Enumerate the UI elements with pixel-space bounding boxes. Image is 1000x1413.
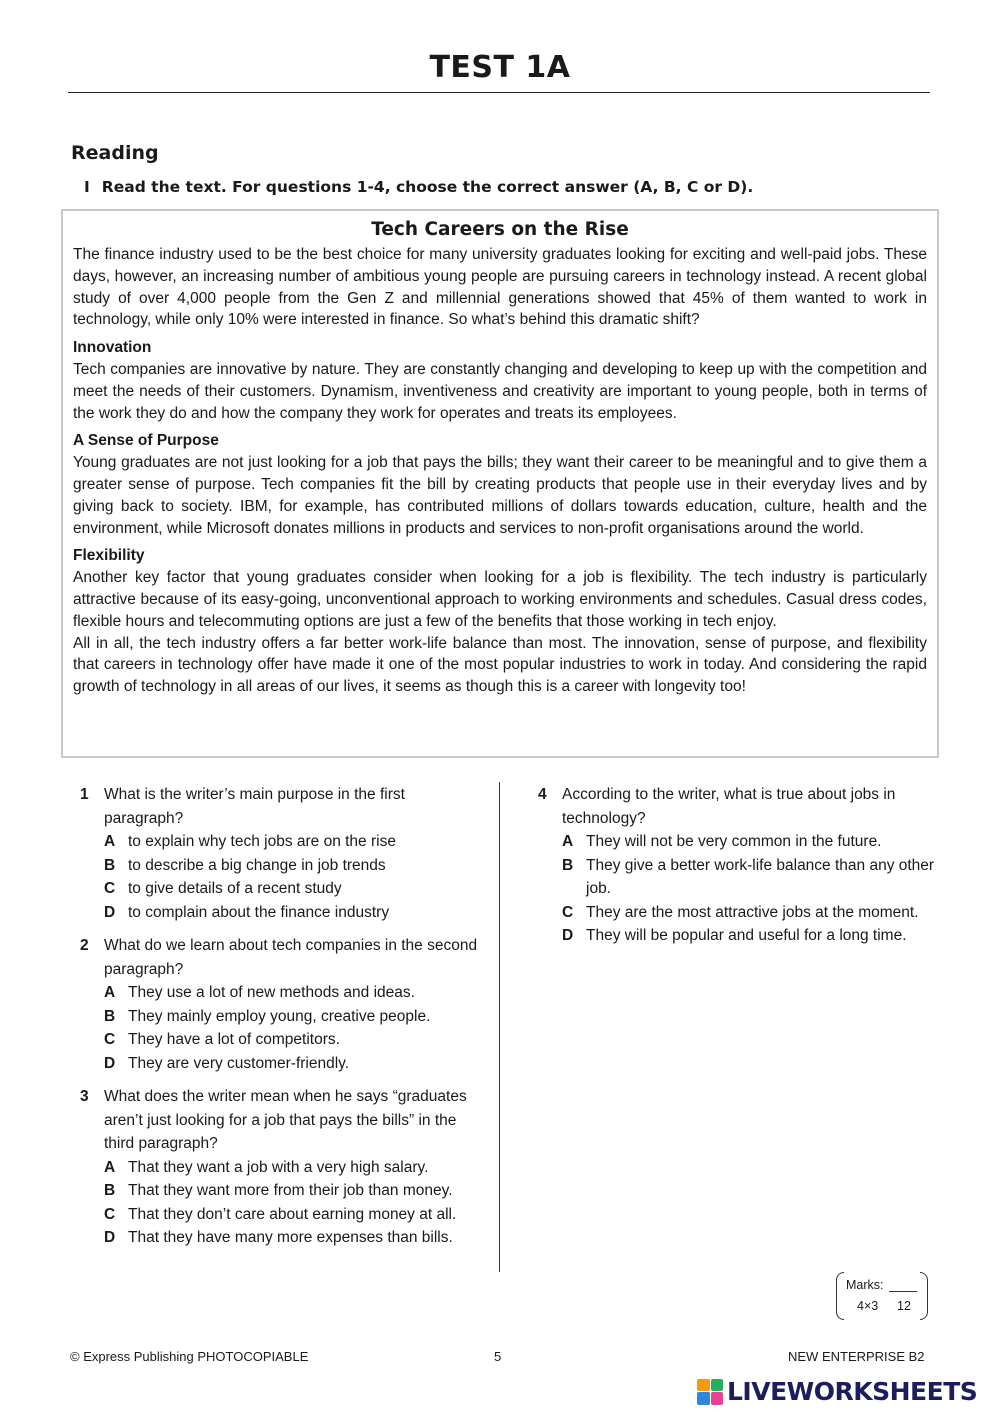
option-text: They are very customer-friendly. [128, 1054, 350, 1072]
option-letter: A [562, 833, 574, 850]
questions-right-column [538, 783, 938, 958]
answer-option[interactable] [562, 924, 938, 948]
option-letter: C [562, 903, 574, 921]
liveworksheets-watermark [697, 1377, 977, 1406]
option-letter: D [104, 903, 116, 921]
marks-left-bracket [836, 1272, 844, 1320]
question [80, 783, 480, 924]
option-letter: A [104, 1158, 116, 1176]
option-text: That they want more from their job than money. [128, 1182, 453, 1199]
liveworksheets-logo-icon [697, 1379, 723, 1405]
option-letter: C [104, 880, 116, 897]
option-text: They will not be very common in the future. [586, 833, 882, 850]
option-text: They are the most attractive jobs at the moment. [586, 903, 919, 921]
answer-option[interactable] [104, 1052, 480, 1076]
marks-label: Marks: [846, 1278, 884, 1292]
reading-text-box [61, 209, 939, 758]
answer-option[interactable] [104, 877, 480, 901]
question-text: What do we learn about tech companies in the second paragraph? [104, 937, 478, 978]
instruction-text: Read the text. For questions 1-4, choose the correct answer (A, B, C or D). [101, 178, 754, 196]
instruction-number: I [84, 178, 90, 196]
column-divider [499, 782, 500, 1272]
footer-book-title: NEW ENTERPRISE B2 [788, 1349, 925, 1364]
footer-copyright: © Express Publishing PHOTOCOPIABLE [70, 1349, 309, 1364]
answer-option[interactable] [104, 830, 480, 854]
option-letter: C [104, 1205, 116, 1223]
answer-option[interactable] [104, 1005, 480, 1029]
logo-tile [711, 1392, 724, 1405]
title-divider [68, 92, 930, 93]
option-text: They use a lot of new methods and ideas. [128, 984, 415, 1001]
answer-option[interactable] [104, 901, 480, 925]
option-letter: B [104, 856, 116, 874]
option-text: to explain why tech jobs are on the rise [128, 833, 396, 850]
conclusion-paragraph: All in all, the tech industry offers a far better work-life balance than most. The innovation, sense of purpose, and flexibility that careers in technology offer have made it one of the most popular industries to work in today. And considering the rapid growth of technology in all areas of our lives, it seems as though this is a career with longevity too! [73, 634, 927, 696]
test-title: TEST 1A [429, 50, 571, 85]
option-letter: D [562, 927, 574, 944]
option-letter: C [104, 1031, 116, 1048]
footer-page-number: 5 [494, 1349, 502, 1364]
option-text: to give details of a recent study [128, 880, 342, 897]
option-letter: D [104, 1229, 116, 1246]
option-letter: A [104, 984, 116, 1001]
question [538, 783, 938, 948]
answer-option[interactable] [562, 830, 938, 854]
purpose-paragraph: Young graduates are not just looking for a job that pays the bills; they want their career to be meaningful and to give them a greater sense of purpose. Tech companies fit the bill by creating products that people use in their everyday lives and by giving back to society. IBM, for example, has contributed millions of dollars towards education, culture, health and the environment, while Microsoft donates millions in products and services to non-profit organisations around the world. [73, 454, 927, 537]
subheading-innovation: Innovation [73, 339, 152, 357]
option-text: to complain about the finance industry [128, 903, 390, 921]
marks-score-blank[interactable] [889, 1291, 917, 1292]
option-letter: B [104, 1007, 116, 1025]
answer-option[interactable] [104, 1226, 480, 1250]
answer-option[interactable] [104, 1156, 480, 1180]
article-title: Tech Careers on the Rise [371, 219, 629, 240]
question-number: 4 [538, 786, 547, 803]
option-letter: A [104, 833, 116, 850]
option-text: That they don’t care about earning money at all. [128, 1205, 457, 1223]
option-text: They give a better work-life balance than any other job. [586, 856, 935, 897]
question-number: 1 [80, 786, 89, 803]
option-letter: B [104, 1182, 116, 1199]
question-text: According to the writer, what is true about jobs in technology? [562, 786, 896, 827]
instruction [84, 178, 753, 196]
option-letter: B [562, 856, 574, 874]
answer-option[interactable] [562, 854, 938, 901]
question-text: What is the writer’s main purpose in the first paragraph? [104, 786, 405, 827]
answer-option[interactable] [104, 854, 480, 878]
answer-option[interactable] [104, 1028, 480, 1052]
question [80, 934, 480, 1075]
option-text: They have a lot of competitors. [128, 1031, 340, 1048]
answer-option[interactable] [104, 1203, 480, 1227]
subheading-purpose: A Sense of Purpose [73, 432, 219, 450]
innovation-paragraph: Tech companies are innovative by nature. They are constantly changing and developing to keep up with the competition and meet the needs of their customers. Dynamism, inventiveness and creativity are important to young people, both in terms of the work they do and how the company they work for operates and treats its employees. [73, 360, 927, 422]
question-number: 3 [80, 1088, 89, 1105]
option-text: to describe a big change in job trends [128, 856, 386, 874]
question [80, 1085, 480, 1250]
option-text: That they want a job with a very high salary. [128, 1158, 429, 1176]
section-heading: Reading [71, 142, 159, 164]
marks-calculation: 4×3 [857, 1299, 879, 1313]
logo-tile [697, 1392, 710, 1405]
flexibility-paragraph: Another key factor that young graduates consider when looking for a job is flexibility. The tech industry is particularly attractive because of its easy-going, unconventional approach to working environments and schedules. Casual dress codes, flexible hours and telecommuting options are just a few of the benefits that those working in tech enjoy. [73, 569, 927, 630]
subheading-flexibility: Flexibility [73, 547, 145, 565]
logo-tile [697, 1379, 710, 1392]
watermark-text: LIVEWORKSHEETS [727, 1377, 978, 1406]
questions-left-column [80, 783, 480, 1260]
marks-box [836, 1272, 928, 1320]
option-text: They will be popular and useful for a long time. [586, 927, 907, 944]
logo-tile [711, 1379, 724, 1392]
answer-option[interactable] [104, 1179, 480, 1203]
marks-total: 12 [897, 1299, 911, 1313]
answer-option[interactable] [562, 901, 938, 925]
question-number: 2 [80, 937, 89, 954]
option-text: They mainly employ young, creative people. [128, 1007, 431, 1025]
marks-right-bracket [920, 1272, 928, 1320]
intro-paragraph: The finance industry used to be the best choice for many university graduates looking for exciting and well-paid jobs. These days, however, an increasing number of ambitious young people are pursuing careers in technology instead. A recent global study of over 4,000 people from the Gen Z and millennial generations showed that 45% of them wanted to work in technology, while only 10% were interested in finance. So what’s behind this dramatic shift? [73, 246, 927, 329]
option-letter: D [104, 1054, 116, 1072]
answer-option[interactable] [104, 981, 480, 1005]
option-text: That they have many more expenses than bills. [128, 1229, 453, 1246]
question-text: What does the writer mean when he says “graduates aren’t just looking for a job that pays the bills” in the third paragraph? [104, 1088, 467, 1152]
